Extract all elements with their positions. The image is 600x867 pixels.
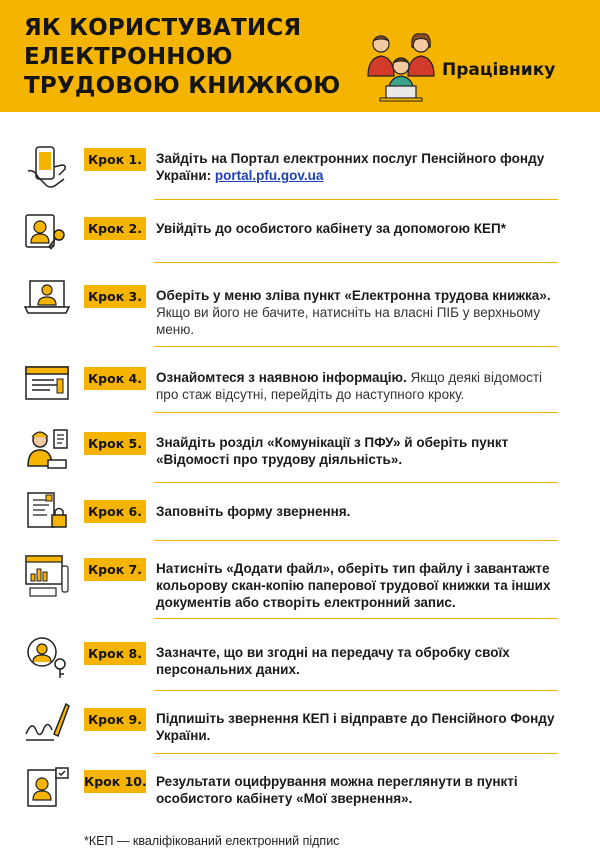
divider	[154, 412, 558, 413]
step-text	[156, 710, 568, 744]
step-badge: Крок 6.	[84, 500, 146, 523]
step-badge: Крок 2.	[84, 217, 146, 240]
divider	[154, 618, 558, 619]
step-badge: Крок 3.	[84, 285, 146, 308]
form-lock-icon	[24, 489, 70, 535]
data-consent-icon	[24, 634, 70, 680]
step-badge: Крок 10.	[84, 770, 146, 793]
step-instruction: Підпишіть звернення КЕП і відправте до Пенсійного Фонду України.	[156, 711, 555, 743]
step-badge: Крок 5.	[84, 432, 146, 455]
person-documents-icon	[24, 426, 70, 472]
step-instruction: Увійдіть до особистого кабінету за допомогою КЕП*	[156, 221, 506, 236]
step-text	[156, 150, 568, 184]
step-instruction: Зайдіть на Портал електронних послуг Пенсійного фонду України:	[156, 151, 545, 183]
title-line: ТРУДОВОЮ КНИЖКОЮ	[24, 73, 341, 99]
title-line: ЕЛЕКТРОННОЮ	[24, 44, 233, 70]
step-instruction: Зазначте, що ви згодні на передачу та обробку своїх персональних даних.	[156, 645, 510, 677]
step-text	[156, 434, 568, 468]
footnote: *КЕП — кваліфікований електронний підпис	[84, 834, 340, 848]
step-note: Якщо ви його не бачите, натисніть на власні ПІБ у верхньому меню.	[156, 305, 541, 337]
step-instruction: Натисніть «Додати файл», оберіть тип файлу і завантажте кольорову скан-копію паперової трудової книжки та інших документів або створіть електронний запис.	[156, 561, 551, 610]
page-header	[0, 0, 600, 112]
title-line: ЯК КОРИСТУВАТИСЯ	[24, 15, 302, 41]
portal-link[interactable]: portal.pfu.gov.ua	[214, 168, 324, 183]
profile-card-icon	[24, 764, 70, 810]
phone-hand-icon	[24, 145, 70, 191]
step-badge: Крок 7.	[84, 558, 146, 581]
browser-window-icon	[24, 361, 70, 407]
step-badge: Крок 4.	[84, 367, 146, 390]
step-text	[156, 287, 568, 338]
page-title	[24, 14, 364, 101]
step-badge: Крок 8.	[84, 642, 146, 665]
step-note: Якщо деякі відомості про стаж відсутні, перейдіть до наступного кроку.	[156, 370, 543, 402]
step-instruction: Результати оцифрування можна переглянути в пункті особистого кабінету «Мої звернення».	[156, 774, 518, 806]
user-key-icon	[24, 209, 70, 255]
divider	[154, 346, 558, 347]
step-text	[156, 644, 568, 678]
step-badge: Крок 1.	[84, 148, 146, 171]
upload-dashboard-icon	[24, 552, 70, 598]
step-badge: Крок 9.	[84, 708, 146, 731]
divider	[154, 482, 558, 483]
step-instruction: Знайдіть розділ «Комунікації з ПФУ» й оберіть пункт «Відомості про трудову діяльність».	[156, 435, 509, 467]
three-people-icon	[366, 28, 436, 102]
laptop-user-icon	[24, 277, 70, 323]
divider	[154, 540, 558, 541]
divider	[154, 690, 558, 691]
divider	[154, 753, 558, 754]
audience-label: Працівнику	[442, 60, 556, 80]
step-instruction: Заповніть форму звернення.	[156, 504, 351, 519]
signature-pen-icon	[24, 700, 70, 746]
step-text	[156, 773, 568, 807]
divider	[154, 262, 558, 263]
step-text	[156, 560, 568, 611]
step-text	[156, 220, 568, 237]
step-instruction: Ознайомтеся з наявною інформацію.	[156, 370, 407, 385]
step-instruction: Оберіть у меню зліва пункт «Електронна трудова книжка».	[156, 288, 551, 303]
step-text	[156, 369, 568, 403]
divider	[154, 199, 558, 200]
step-text	[156, 503, 568, 520]
